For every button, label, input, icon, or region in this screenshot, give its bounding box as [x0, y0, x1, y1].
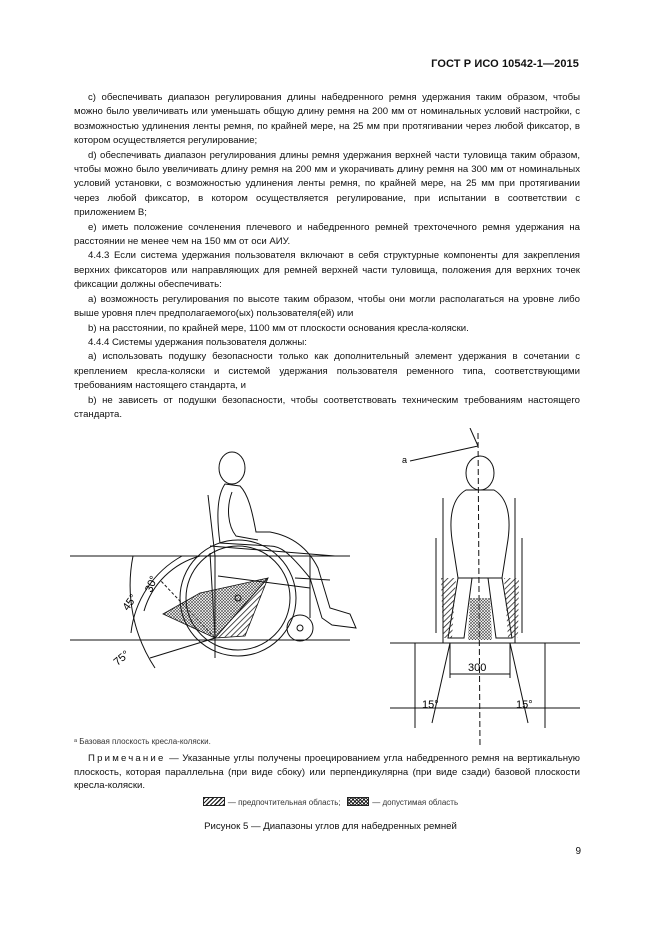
angle-15-left-label: 15° [422, 699, 439, 711]
angle-75-label: 75° [111, 648, 133, 669]
figure-footnote: ᵃ Базовая плоскость кресла-коляски. [74, 737, 211, 746]
preferred-swatch [203, 797, 225, 806]
paragraph-4-4-3-b: b) на расстоянии, по крайней мере, 1100 мм от плоскости основания кресла-коляски. [88, 322, 469, 334]
rear-view [390, 428, 580, 748]
document-header: ГОСТ Р ИСО 10542-1—2015 [431, 58, 579, 70]
note-label: Примечание [88, 753, 166, 764]
side-view [70, 452, 356, 668]
paragraph-4-4-3-a: a) возможность регулирования по высоте таким образом, чтобы они могли располагаться на уровне либо выше уровня плеч предполагаемого(ых) пользователя(ей) или [74, 293, 580, 320]
legend-preferred: — предпочтительная область; [227, 798, 341, 807]
page-number: 9 [575, 846, 581, 857]
note-text: — Указанные углы получены проецированием угла набедренного ремня на вертикальную плоскость, которая параллельна (при виде сбоку) или перпендикулярна (при виде сзади) базовой плоскости кресла-коляски. [74, 753, 581, 792]
permissible-region-rear-center [468, 598, 492, 640]
front-caster [287, 615, 313, 641]
marker-a: a [402, 455, 408, 465]
head-side [219, 452, 245, 484]
angle-45-label: 45° [120, 592, 140, 613]
figure-note [74, 752, 580, 793]
paragraph-4-4-3: 4.4.3 Если система удержания пользователя включают в себя структурные компоненты для закрепления верхних фиксаторов или направляющих для ремней верхней части туловища, положения для верхних точек фиксации должны обеспечивать: [74, 250, 580, 291]
body-text [74, 91, 580, 422]
paragraph-4-4-4: 4.4.4 Системы удержания пользователя должны: [88, 336, 307, 348]
angle-15-right-label: 15° [516, 699, 533, 711]
figure-5-diagram [60, 428, 580, 748]
figure-caption: Рисунок 5 — Диапазоны углов для набедренных ремней [204, 821, 457, 832]
preferred-region-rear-left [441, 578, 456, 638]
dimension-300-label: 300 [468, 662, 487, 674]
legend-permissible: — допустимая область [372, 798, 459, 807]
figure-legend [0, 797, 661, 807]
head-rear [466, 456, 494, 490]
paragraph-4-4-4-a: a) использовать подушку безопасности только как дополнительный элемент удержания в сочетании с креплением кресла-коляски и системой удержания пользователя ременного типа, соответствующими требованиям настоящего стандарта, и [74, 351, 580, 392]
paragraph-c-lap-belt: c) обеспечивать диапазон регулирования длины набедренного ремня удержания таким образом, чтобы можно было увеличивать или уменьшать общую длину ремня на 200 мм от номинальных условий настройки, с возможностью удлинения ленты ремня, по крайней мере, на 25 мм при протягивании через любой фиксатор, в котором осуществляется регулирование; [74, 92, 580, 147]
arc-75 [130, 556, 155, 668]
angle-30-label: 30° [143, 574, 161, 595]
permissible-swatch [347, 797, 369, 806]
paragraph-e-junction: e) иметь положение сочленения плечевого и набедренного ремней трехточечного ремня удержания на расстоянии не менее чем на 150 мм от оси АИУ. [74, 221, 580, 248]
preferred-region-rear-right [504, 578, 519, 638]
paragraph-4-4-4-b: b) не зависеть от подушки безопасности, чтобы соответствовать техническим требованиям настоящего стандарта. [74, 394, 580, 420]
paragraph-d-upper-torso: d) обеспечивать диапазон регулирования длины ремня удержания верхней части туловища таким образом, чтобы можно было увеличивать длину ремня на 200 мм и укорачивать длину ремня на 300 мм от номинальных условий установки, с возможностью удлинения ленты ремня, по крайней мере, на 25 мм при протягивании через любой фиксатор, в котором осуществляется регулирование, при испытании в соответствии с приложением В; [74, 149, 580, 219]
